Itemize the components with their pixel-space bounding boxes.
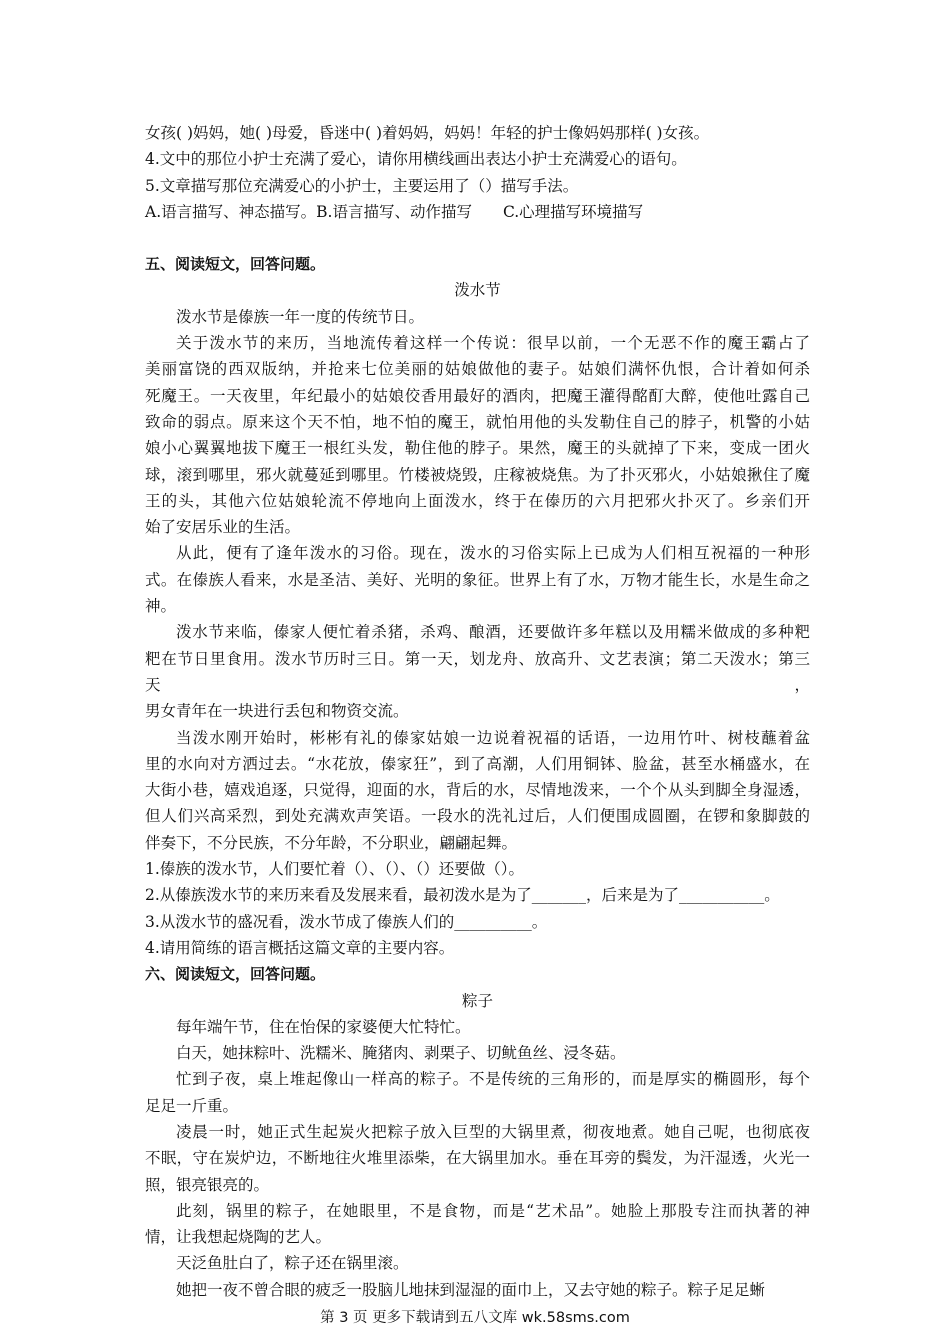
paragraph-line: 里的水向对方洒过去。“水花放，傣家狂”，到了高潮，人们用铜钵、脸盆，甚至水桶盛水，在: [145, 754, 810, 773]
question-line: 3.从泼水节的盛况看，泼水节成了傣族人们的__________。: [145, 912, 548, 931]
paragraph-line: 球，滚到哪里，邪火就蔓延到哪里。竹楼被烧毁，庄稼被烧焦。为了扑灭邪火，小姑娘揪住了魔: [145, 465, 810, 484]
paragraph-line: 关于泼水节的来历，当地流传着这样一个传说：很早以前，一个无恶不作的魔王霸占了: [176, 334, 810, 353]
paragraph-line: 白天，她抹粽叶、洗糯米、腌猪肉、剥栗子、切鱿鱼丝、浸冬菇。: [176, 1044, 626, 1063]
paragraph-line: 致命的弱点。原来这个天不怕，地不怕的魔王，就怕用他的头发勒住自己的脖子，机警的小姑: [145, 412, 810, 431]
paragraph-line: 王的头，其他六位姑娘轮流不停地向上面泼水，终于在傣历的六月把邪火扑灭了。乡亲们开: [145, 491, 810, 510]
paragraph-line: 此刻，锅里的粽子，在她眼里，不是食物，而是“艺术品”。她脸上那股专注而执著的神: [176, 1201, 810, 1220]
paragraph-line: 大街小巷，嬉戏追逐，只觉得，迎面的水，背后的水，尽情地泼来，一个个从头到脚全身湿透，: [145, 781, 810, 800]
paragraph-line: 男女青年在一块进行丢包和物资交流。: [145, 702, 409, 721]
paragraph-line: 天泛鱼肚白了，粽子还在锅里滚。: [176, 1254, 409, 1273]
paragraph-line: 照，银亮银亮的。: [145, 1175, 270, 1194]
paragraph-line: 但人们兴高采烈，到处充满欢声笑语。一段水的洗礼过后，人们便围成圆圈，在锣和象脚鼓的: [145, 807, 810, 826]
paragraph-line: 凌晨一时，她正式生起炭火把粽子放入巨型的大锅里煮，彻夜地煮。她自己呢，也彻底夜: [176, 1122, 810, 1141]
paragraph-line: 忙到子夜，桌上堆起像山一样高的粽子。不是传统的三角形的，而是厚实的椭圆形，每个: [176, 1070, 810, 1089]
paragraph-line: 当泼水刚开始时，彬彬有礼的傣家姑娘一边说着祝福的话语，一边用竹叶、树枝蘸着盆: [176, 728, 810, 747]
paragraph-line: 死魔王。一天夜里，年纪最小的姑娘佼香用最好的酒肉，把魔王灌得酩酊大醉，使他吐露自己: [145, 386, 810, 405]
question-line: 2.从傣族泼水节的来历来看及发展来看，最初泼水是为了_______，后来是为了___________。: [145, 886, 780, 905]
section5-heading: 五、阅读短文，回答问题。: [145, 255, 326, 274]
paragraph-line: 足足一斤重。: [145, 1096, 239, 1115]
document-page: [145, 120, 810, 1303]
paragraph-line: 伴奏下，不分民族，不分年龄，不分职业，翩翩起舞。: [145, 833, 518, 852]
section6-body: [145, 1014, 810, 1303]
paragraph-line: 泼水节来临，傣家人便忙着杀猪，杀鸡、酿酒，还要做许多年糕以及用糯米做成的多种粑: [176, 623, 810, 642]
paragraph-line: 娘小心翼翼地拔下魔王一根红头发，勒住他的脖子。果然，魔王的头就掉了下来，变成一团火: [145, 439, 810, 458]
section5-body: [145, 304, 810, 856]
paragraph-line: 粑在节日里食用。泼水节历时三日。第一天，划龙舟、放高升、文艺表演；第二天泼水；第三天，: [145, 649, 810, 694]
text-line: 4.文中的那位小护士充满了爱心，请你用横线画出表达小护士充满爱心的语句。: [145, 150, 687, 169]
page-footer: 第 3 页 更多下载请到五八文库 wk.58sms.com: [320, 1310, 630, 1326]
paragraph-line: 每年端午节，住在怡保的家婆便大忙特忙。: [176, 1017, 471, 1036]
paragraph-line: 泼水节是傣族一年一度的传统节日。: [176, 307, 425, 326]
paragraph-line: 不眠，守在炭炉边，不断地往火堆里添柴，在大锅里加水。垂在耳旁的鬓发，为汗湿透，火光一: [145, 1149, 810, 1168]
paragraph-line: 神。: [145, 597, 177, 616]
section5-title: 泼水节: [454, 281, 501, 300]
paragraph-line: 美丽富饶的西双版纳，并抢来七位美丽的姑娘做他的妻子。姑娘们满怀仇恨，合计着如何杀: [145, 360, 810, 379]
paragraph-line: 她把一夜不曾合眼的疲乏一股脑儿地抹到湿湿的面巾上，又去守她的粽子。粽子足足蜥: [176, 1280, 766, 1299]
text-line: 5.文章描写那位充满爱心的小护士，主要运用了（）描写手法。: [145, 176, 579, 195]
paragraph-line: 始了安居乐业的生活。: [145, 518, 301, 537]
section5-questions: [145, 856, 810, 961]
section6-heading: 六、阅读短文，回答问题。: [145, 965, 326, 984]
paragraph-line: 式。在傣族人看来，水是圣洁、美好、光明的象征。世界上有了水，万物才能生长，水是生命之: [145, 570, 810, 589]
section4-lines: [145, 120, 810, 225]
section6-title: 粽子: [461, 991, 493, 1010]
question-line: 4.请用简练的语言概括这篇文章的主要内容。: [145, 938, 455, 957]
paragraph-line: 从此，便有了逢年泼水的习俗。现在，泼水的习俗实际上已成为人们相互祝福的一种形: [176, 544, 810, 563]
paragraph-line: 情，让我想起烧陶的艺人。: [145, 1228, 332, 1247]
text-line: A.语言描写、神态描写。B.语言描写、动作描写 C.心理描写环境描写: [145, 202, 644, 221]
question-line: 1.傣族的泼水节，人们要忙着（）、（）、（）还要做（）。: [145, 860, 525, 879]
text-line: 女孩( )妈妈，她( )母爱，昏迷中( )着妈妈，妈妈！年轻的护士像妈妈那样( )女孩。: [145, 124, 710, 142]
